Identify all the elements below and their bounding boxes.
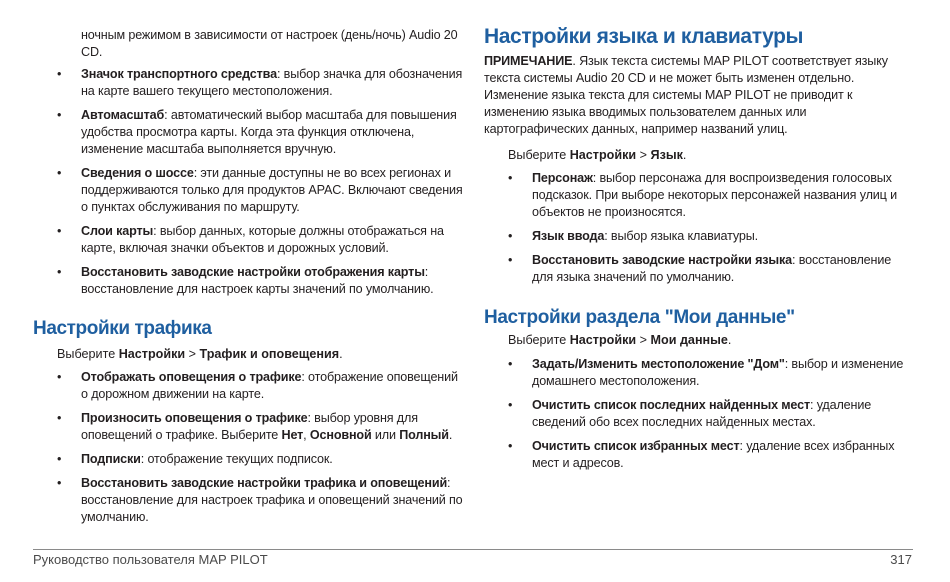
- sep: .: [448, 428, 453, 442]
- select-part: Трафик и оповещения: [199, 347, 340, 361]
- sep: ,: [303, 428, 310, 442]
- mydata-heading: Настройки раздела "Мои данные": [484, 307, 795, 328]
- select-end: .: [682, 148, 687, 162]
- traffic-heading: Настройки трафика: [33, 318, 212, 339]
- select-sep: >: [636, 333, 651, 347]
- item-term: Язык ввода: [532, 229, 605, 243]
- list-item: [33, 66, 463, 100]
- item-term: Задать/Изменить местоположение "Дом": [532, 357, 785, 371]
- select-part: Настройки: [118, 347, 186, 361]
- note-text: . Язык текста системы MAP PILOT соответствует языку текста системы Audio 20 CD и не может быть изменен отдельно. Изменение языка текста для системы MAP PILOT не приводит к изменению языка вводимых пользователем данных или картографических данных, например названий улиц.: [484, 54, 888, 136]
- select-prefix: Выберите: [508, 333, 570, 347]
- list-item: [33, 107, 463, 158]
- item-term: Очистить список последних найденных мест: [532, 398, 810, 412]
- continued-paragraph: ночным режимом в зависимости от настроек (день/ночь) Audio 20 CD.: [81, 28, 458, 59]
- note-paragraph: [484, 53, 909, 138]
- item-term: Слои карты: [81, 224, 154, 238]
- item-term: Восстановить заводские настройки трафика и оповещений: [81, 476, 448, 490]
- item-term: Восстановить заводские настройки языка: [532, 253, 792, 267]
- item-term: Сведения о шоссе: [81, 166, 194, 180]
- select-part: Настройки: [569, 148, 637, 162]
- item-desc: : выбор значка для обозначения на карте вашего текущего местоположения.: [81, 67, 463, 98]
- list-item: [33, 475, 463, 526]
- item-term: Произносить оповещения о трафике: [81, 411, 308, 425]
- item-desc: : выбор персонажа для воспроизведения голосовых подсказок. При выборе некоторых персонажей названия улиц и объектов не произносятся.: [532, 171, 897, 219]
- option-none: Нет: [281, 428, 304, 442]
- list-item: [33, 369, 463, 403]
- item-desc: : выбор и изменение домашнего местоположения.: [532, 357, 904, 388]
- traffic-list: [33, 369, 463, 526]
- select-end: .: [339, 347, 343, 361]
- sep: или: [371, 428, 400, 442]
- item-desc: : выбор данных, которые должны отображаться на карте, включая значки объектов и дорожных условий.: [81, 224, 444, 255]
- item-term: Очистить список избранных мест: [532, 439, 740, 453]
- list-item: [484, 397, 914, 431]
- item-term: Персонаж: [532, 171, 593, 185]
- option-basic: Основной: [309, 428, 372, 442]
- list-item: [33, 223, 463, 257]
- mydata-select-path: [508, 332, 731, 349]
- item-desc: : отображение текущих подписок.: [140, 452, 333, 466]
- list-item: [484, 356, 914, 390]
- item-desc: : автоматический выбор масштаба для повышения удобства просмотра карты. Когда эта функция отключена, изменение масштаба выполняется вручную.: [81, 108, 457, 156]
- list-item: [33, 165, 463, 216]
- option-full: Полный: [399, 428, 449, 442]
- select-part: Настройки: [569, 333, 637, 347]
- item-desc: : восстановление для настроек карты значений по умолчанию.: [81, 265, 434, 296]
- item-desc: : выбор языка клавиатуры.: [604, 229, 758, 243]
- list-item: [484, 438, 914, 472]
- select-prefix: Выберите: [508, 148, 570, 162]
- language-select-path: [508, 147, 686, 164]
- item-desc: : удаление всех избранных мест и адресов.: [532, 439, 895, 470]
- item-desc: : удаление сведений обо всех последних найденных местах.: [532, 398, 872, 429]
- item-term: Автомасштаб: [81, 108, 165, 122]
- list-item: [33, 451, 463, 468]
- item-desc: : отображение оповещений о дорожном движении на карте.: [81, 370, 458, 401]
- list-item: [484, 228, 914, 245]
- item-term: Значок транспортного средства: [81, 67, 277, 81]
- list-item: [484, 252, 914, 286]
- select-prefix: Выберите: [57, 347, 119, 361]
- item-term: Восстановить заводские настройки отображения карты: [81, 265, 425, 279]
- item-desc: : восстановление для языка значений по умолчанию.: [532, 253, 892, 284]
- page-number: 317: [890, 552, 912, 567]
- footer-divider: [33, 549, 913, 550]
- select-part: Язык: [650, 148, 683, 162]
- item-desc: : эти данные доступны не во всех регионах и поддерживаются только для продуктов APAC. Включают сведения о пунктах обслуживания по маршруту.: [81, 166, 463, 214]
- language-heading: Настройки языка и клавиатуры: [484, 25, 804, 48]
- select-part: Мои данные: [650, 333, 728, 347]
- language-list: [484, 170, 914, 286]
- select-sep: >: [185, 347, 200, 361]
- list-item: [484, 170, 914, 221]
- item-term: Отображать оповещения о трафике: [81, 370, 302, 384]
- footer-title: Руководство пользователя MAP PILOT: [33, 552, 268, 567]
- item-term: Подписки: [81, 452, 141, 466]
- map-settings-list: [33, 66, 463, 298]
- list-item: [33, 410, 463, 444]
- item-desc: : выбор уровня для оповещений о трафике. Выберите: [81, 411, 418, 442]
- item-desc: : восстановление для настроек трафика и оповещений значений по умолчанию.: [81, 476, 463, 524]
- select-sep: >: [636, 148, 651, 162]
- select-end: .: [727, 333, 732, 347]
- list-item: [33, 264, 463, 298]
- traffic-select-path: [57, 346, 343, 363]
- mydata-list: [484, 356, 914, 472]
- note-label: ПРИМЕЧАНИЕ: [484, 54, 573, 68]
